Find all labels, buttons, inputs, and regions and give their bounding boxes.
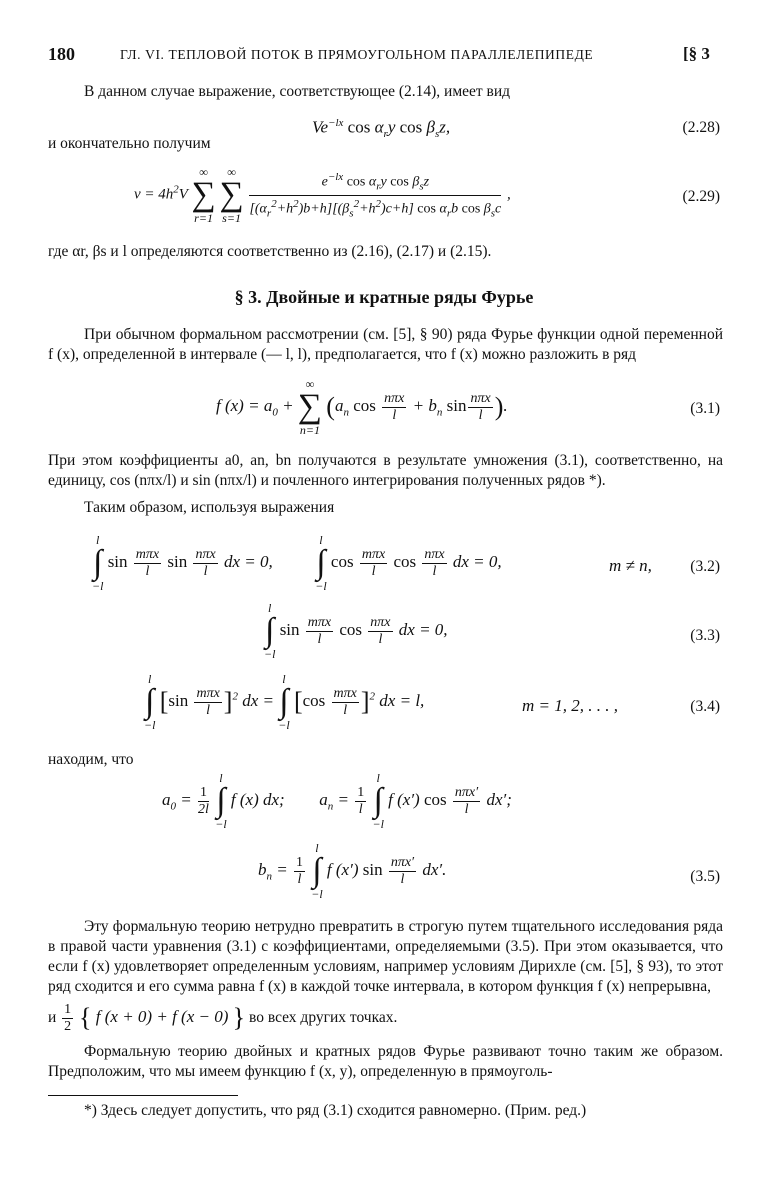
paragraph-rigorous-theory-tail: во всех других точках. xyxy=(249,1009,398,1027)
paragraph-multiple-series: Формальную теорию двойных и кратных рядов Фурье развивают точно таким же образом. Предположим, что мы имеем функцию f (x, y), определенную в прямоуголь- xyxy=(48,1043,723,1080)
equation-number-3-3: (3.3) xyxy=(690,627,720,644)
equation-3-5-a: $a_0$ = $\frac{1}{2l}$ l ∫ −l f (x) dx; $a_n$ = $\frac{1}{l}$ l ∫ −l f (x′) cos $\frac{\text{nπx′}}{l}$ dx′; xyxy=(162,771,512,831)
paragraph-fourier-intro: При обычном формальном рассмотрении (см. [5], § 90) ряда Фурье функции одной переменной f (x), определенной в интервале (— l, l), предполагается, что f (x) можно разложить в ряд xyxy=(48,326,723,363)
equation-3-2-condition: m ≠ n, xyxy=(609,556,652,575)
running-title: ГЛ. VI. ТЕПЛОВОЙ ПОТОК В ПРЯМОУГОЛЬНОМ ПАРАЛЛЕЛЕПИПЕДЕ xyxy=(120,47,594,62)
equation-number-2-29: (2.29) xyxy=(682,188,720,205)
footnote-divider xyxy=(48,1095,238,1096)
equation-2-29: $v = 4h^2V$ ∞ ∑ r=1 ∞ ∑ s=1 $\frac{e^{-lx} \cos \alpha_ry \cos \beta_sz}{[(\alpha_r^2+h^2)b+h][(\beta_s^2+h^2)c+h] \cos \alpha_rb \cos \beta_sc}$ , xyxy=(134,165,511,225)
paragraph-rigorous-theory: Эту формальную теорию нетрудно превратить в строгую путем тщательного исследования ряда в правой части уравнения (3.1) с коэффициентами, определяемыми (3.5). При этом оказывается, что если f (x) удовлетворяет определенным условиям, например условиям Дирихле (см. [5], § 93), то этот ряд сходится и его сумма равна f (x) в каждой точке интервала, в котором функция f (x) непрерывна, xyxy=(48,918,723,995)
footnote: *) Здесь следует допустить, что ряд (3.1) сходится равномерно. (Прим. ред.) xyxy=(84,1102,587,1119)
equation-number-2-28: (2.28) xyxy=(682,119,720,136)
paragraph-using: Таким образом, используя выражения xyxy=(84,499,335,516)
equation-number-3-2: (3.2) xyxy=(690,558,720,575)
equation-3-1: f $(x) = a_0$ + ∞ ∑ n=1 ($a_n$ cos $\frac{\text{nπx}}{l}$ + $b_n$ sin $\frac{\text{nπx}}{l}$ ). xyxy=(216,377,508,437)
equation-3-2: l ∫ −l sin $\frac{\text{mπx}}{l}$ sin $\frac{\text{nπx}}{l}$ dx = 0, l ∫ −l cos $\frac{\text{mπx}}{l}$ cos $\frac{\text{nπx}}{l}$ dx = 0, xyxy=(92,533,502,593)
section-mark: [§ 3 xyxy=(683,44,710,63)
paragraph-intro: В данном случае выражение, соответствующее (2.14), имеет вид xyxy=(84,83,511,100)
section-title: § 3. Двойные и кратные ряды Фурье xyxy=(234,287,534,307)
equation-3-4: l ∫ −l [sin $\frac{\text{mπx}}{l}$ ]$^2$ dx = l ∫ −l [cos $\frac{\text{mπx}}{l}$ ]$^2$ dx = l, xyxy=(144,672,425,732)
equation-2-28: $Ve^{-lx}$ $\cos \alpha_ry$ $\cos \beta_sz$, xyxy=(312,117,451,141)
equation-number-3-1: (3.1) xyxy=(690,400,720,417)
page-number: 180 xyxy=(48,44,75,64)
equation-number-3-4: (3.4) xyxy=(690,698,720,715)
equation-3-3: l ∫ −l sin $\frac{\text{mπx}}{l}$ cos $\frac{\text{nπx}}{l}$ dx = 0, xyxy=(264,601,448,661)
paragraph-we-find: находим, что xyxy=(48,751,134,768)
equation-number-3-5: (3.5) xyxy=(690,868,720,885)
paragraph-coefficients: При этом коэффициенты a0, an, bn получаются в результате умножения (3.1), соответственно, на единицу, cos (nπx/l) и sin (nπx/l) и почленного интегрирования полученных рядов *). xyxy=(48,452,723,489)
paragraph-where: где αr, βs и l определяются соответственно из (2.16), (2.17) и (2.15). xyxy=(48,243,492,260)
equation-3-5-b: $b_n$ = $\frac{1}{l}$ l ∫ −l f (x′) sin $\frac{\text{nπx′}}{l}$ dx′. xyxy=(258,841,447,901)
paragraph-result: и окончательно получим xyxy=(48,135,211,152)
equation-3-4-condition: m = 1, 2, . . . , xyxy=(522,696,618,715)
paragraph-rigorous-theory-end: и $\frac{1}{2}$ { f (x + 0) + f (x − 0) } во всех других точках. xyxy=(48,1002,398,1034)
